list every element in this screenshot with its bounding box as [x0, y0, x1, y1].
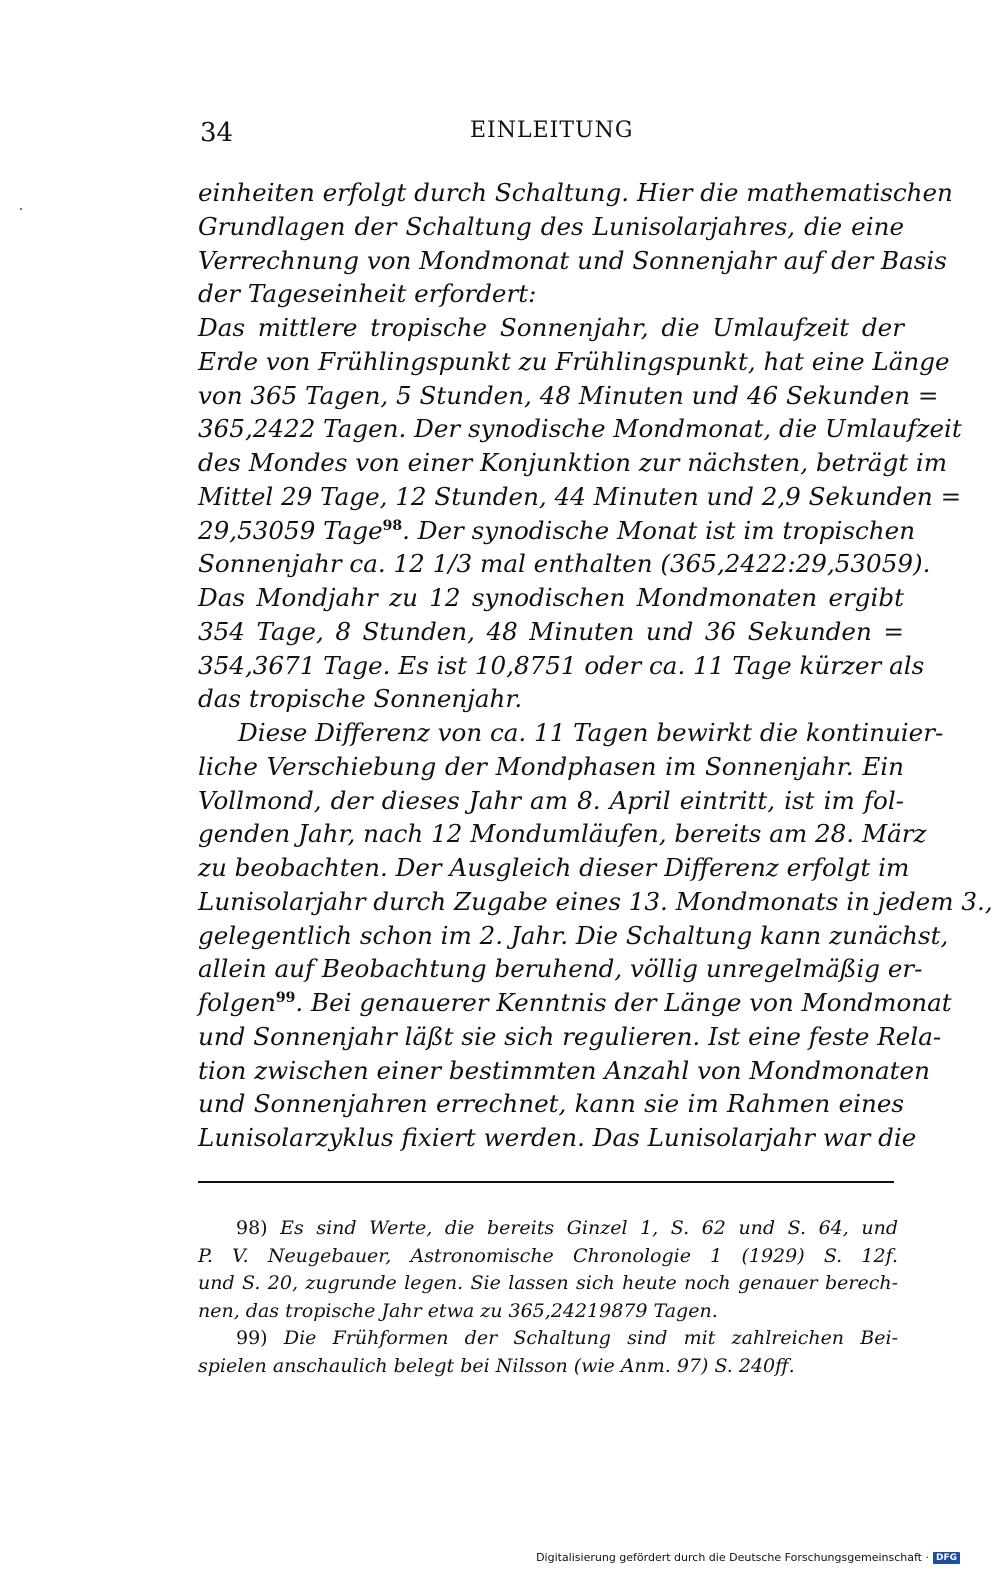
text-line: Das mittlere tropische Sonnenjahr, die Umlaufzeit der — [198, 313, 904, 342]
footnote-text: Es sind Werte, die bereits Ginzel 1, S. 62 und S. 64, und — [280, 1217, 898, 1239]
digitization-credit — [536, 1551, 960, 1564]
footnote-ref-98[interactable]: 98 — [382, 517, 403, 534]
text-line: der Tageseinheit erfordert: — [198, 279, 537, 309]
text-line: genden Jahr, nach 12 Mondumläufen, bereits am 28. März — [198, 819, 927, 849]
text-line: Verrechnung von Mondmonat und Sonnenjahr auf der Basis — [198, 245, 947, 275]
text-line: 354,3671 Tage. Es ist 10,8751 oder ca. 11 Tage kürzer als — [198, 650, 925, 680]
text-segment: . Der synodische Monat ist im tropischen — [402, 515, 916, 545]
text-segment: . Bei genauerer Kenntnis der Länge von Mondmonat — [295, 988, 952, 1017]
text-line: zu beobachten. Der Ausgleich dieser Differenz erfolgt im — [198, 853, 910, 882]
footnote-number: 98) — [236, 1217, 268, 1239]
footnotes — [198, 1215, 898, 1380]
footnote-ref-99[interactable]: 99 — [275, 989, 296, 1006]
text-line: Lunisolarjahr durch Zugabe eines 13. Mondmonats in jedem 3., — [198, 886, 993, 916]
scan-speck — [20, 208, 22, 210]
text-line: Diese Differenz von ca. 11 Tagen bewirkt die kontinuier- — [238, 718, 944, 747]
text-line: Erde von Frühlingspunkt zu Frühlingspunkt, hat eine Länge — [198, 346, 950, 376]
text-segment: 29,53059 Tage — [198, 515, 383, 545]
dfg-logo: DFG — [933, 1552, 960, 1564]
text-segment: folgen — [198, 988, 276, 1017]
text-line: Vollmond, der dieses Jahr am 8. April eintritt, ist im fol- — [198, 785, 904, 815]
credit-text: Digitalisierung gefördert durch die Deutsche Forschungsgemeinschaft · — [536, 1551, 929, 1564]
running-head: EINLEITUNG — [470, 118, 634, 143]
footnote-line: und S. 20, zugrunde legen. Sie lassen sich heute noch genauer berech- — [198, 1272, 898, 1294]
text-line: liche Verschiebung der Mondphasen im Sonnenjahr. Ein — [198, 751, 904, 781]
footnote-number: 99) — [236, 1327, 268, 1349]
footnote-divider — [198, 1181, 894, 1183]
text-line: Sonnenjahr ca. 12 1/3 mal enthalten (365,2422:29,53059). — [198, 549, 931, 579]
text-line: tion zwischen einer bestimmten Anzahl von Mondmonaten — [198, 1055, 930, 1085]
text-line: Mittel 29 Tage, 12 Stunden, 44 Minuten und 2,9 Sekunden = — [198, 481, 962, 511]
text-line: einheiten erfolgt durch Schaltung. Hier die mathematischen — [198, 178, 953, 207]
text-line: von 365 Tagen, 5 Stunden, 48 Minuten und 46 Sekunden = — [198, 380, 939, 410]
footnote-line: nen, das tropische Jahr etwa zu 365,24219879 Tagen. — [198, 1299, 718, 1322]
footnote-line: P. V. Neugebauer, Astronomische Chronologie 1 (1929) S. 12f. — [198, 1244, 898, 1267]
text-line: des Mondes von einer Konjunktion zur nächsten, beträgt im — [198, 448, 948, 477]
text-line: gelegentlich schon im 2. Jahr. Die Schaltung kann zunächst, — [198, 920, 949, 950]
text-line — [198, 514, 916, 548]
text-line: Grundlagen der Schaltung des Lunisolarjahres, die eine — [198, 211, 904, 241]
text-line: und Sonnenjahr läßt sie sich regulieren. Ist eine feste Rela- — [198, 1021, 942, 1051]
footnote-99 — [198, 1325, 898, 1353]
text-line: Das Mondjahr zu 12 synodischen Mondmonaten ergibt — [198, 583, 904, 612]
text-line: 354 Tage, 8 Stunden, 48 Minuten und 36 Sekunden = — [198, 616, 904, 646]
footnote-98 — [198, 1215, 898, 1243]
text-line: allein auf Beobachtung beruhend, völlig unregelmäßig er- — [198, 954, 923, 984]
footnote-line: spielen anschaulich belegt bei Nilsson (wie Anm. 97) S. 240ff. — [198, 1354, 795, 1377]
text-line: und Sonnenjahren errechnet, kann sie im Rahmen eines — [198, 1089, 904, 1119]
text-line — [198, 986, 952, 1020]
footnote-text: Die Frühformen der Schaltung sind mit zahlreichen Bei- — [283, 1327, 898, 1349]
page-number: 34 — [200, 118, 234, 148]
text-line: Lunisolarzyklus fixiert werden. Das Lunisolarjahr war die — [198, 1123, 917, 1152]
text-line: 365,2422 Tagen. Der synodische Mondmonat, die Umlaufzeit — [198, 414, 962, 444]
body-text — [198, 176, 993, 1155]
text-line: das tropische Sonnenjahr. — [198, 684, 523, 714]
